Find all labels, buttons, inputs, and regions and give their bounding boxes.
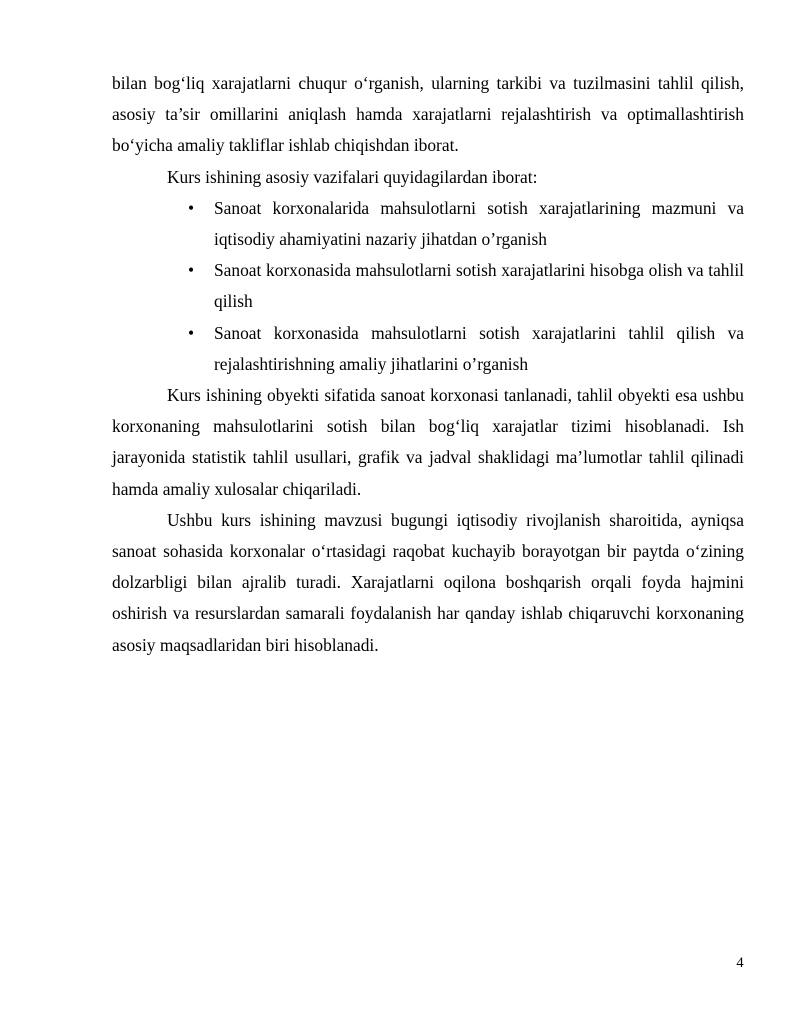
- intro-paragraph: bilan bog‘liq xarajatlarni chuqur o‘rganish, ularning tarkibi va tuzilmasini tahlil qilish, asosiy ta’sir omillarini aniqlash hamda xarajatlarni rejalashtirish va optimallashtirish bo‘yicha amaliy takliflar ishlab chiqishdan iborat.: [112, 73, 744, 156]
- list-item-text: Sanoat korxonalarida mahsulotlarni sotish xarajatlarining mazmuni va iqtisodiy ahamiyatini nazariy jihatdan o’rganish: [214, 197, 744, 250]
- list-item-text: Sanoat korxonasida mahsulotlarni sotish xarajatlarini hisobga olish va tahlil qilish: [214, 260, 744, 312]
- document-page: [112, 68, 744, 661]
- bullet-icon: •: [188, 260, 195, 281]
- bullet-icon: •: [188, 322, 195, 343]
- tasks-intro-paragraph: Kurs ishining asosiy vazifalari quyidagilardan iborat:: [167, 166, 538, 187]
- relevance-paragraph: Ushbu kurs ishining mavzusi bugungi iqtisodiy rivojlanish sharoitida, ayniqsa sanoat sohasida korxonalar o‘rtasidagi raqobat kuchayib borayotgan bir paytda o‘zining dolzarbligi bilan ajralib turadi. Xarajatlarni oqilona boshqarish orqali foyda hajmini oshirish va resurslardan samarali foydalanish har qanday ishlab chiqaruvchi korxonaning asosiy maqsadlaridan biri hisoblanadi.: [112, 509, 744, 655]
- bullet-icon: •: [188, 197, 195, 218]
- object-paragraph: Kurs ishining obyekti sifatida sanoat korxonasi tanlanadi, tahlil obyekti esa ushbu korxonaning mahsulotlarini sotish bilan bog‘liq xarajatlar tizimi hisoblanadi. Ish jarayonida statistik tahlil usullari, grafik va jadval shaklidagi ma’lumotlar tahlil qilinadi hamda amaliy xulosalar chiqariladi.: [112, 385, 744, 499]
- tasks-list: [112, 193, 744, 380]
- list-item: [112, 193, 744, 255]
- list-item: [112, 318, 744, 380]
- list-item-text: Sanoat korxonasida mahsulotlarni sotish xarajatlarini tahlil qilish va rejalashtirishning amaliy jihatlarini o’rganish: [214, 322, 744, 374]
- list-item: [112, 255, 744, 317]
- page-number: 4: [736, 955, 744, 971]
